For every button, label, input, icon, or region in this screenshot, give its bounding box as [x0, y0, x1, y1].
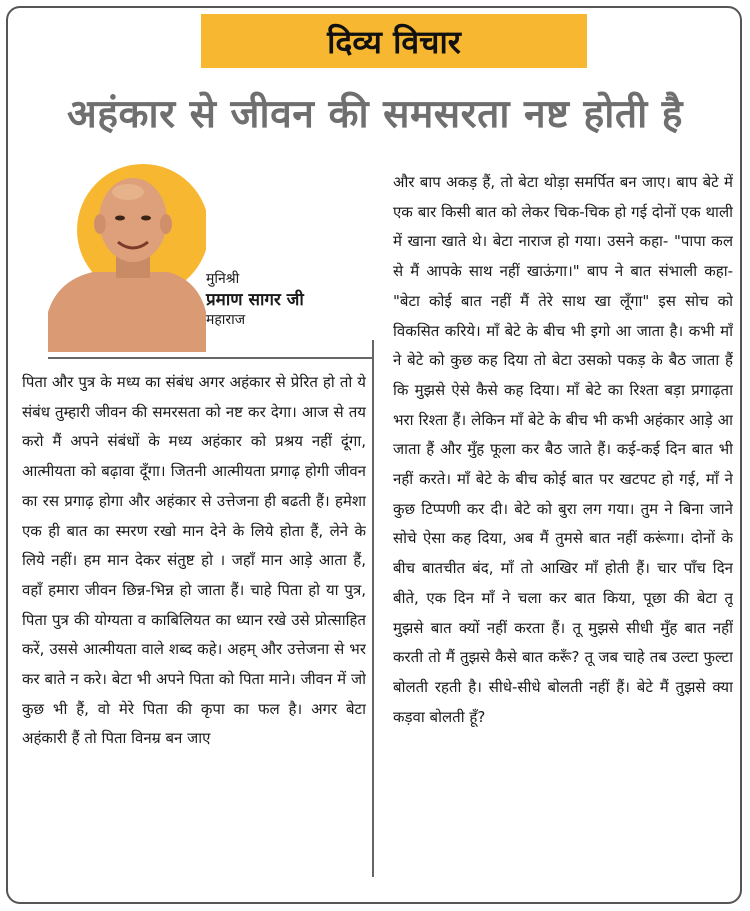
author-byline	[206, 270, 304, 330]
article-paragraph-left: पिता और पुत्र के मध्य का संबंध अगर अहंकार से प्रेरित हो तो ये संबंध तुम्हारी जीवन की समरसता को नष्ट कर देगा। आज से तय करो मैं अपने संबंधों के मध्य अहंकार को प्रश्रय नहीं दूंगा, आत्मीयता को बढ़ावा दूँगा। जितनी आत्मीयता प्रगाढ़ होगी जीवन का रस प्रगाढ़ होगा और अहंकार से उत्तेजना ही बढती हैं। हमेशा एक ही बात का स्मरण रखो मान देने के लिये होता हैं, लेने के लिये नहीं। हम मान देकर संतुष्ट हो । जहाँ मान आड़े आता हैं, वहाँ हमारा जीवन छिन्न-भिन्न हो जाता हैं। चाहे पिता हो या पुत्र, पिता पुत्र की योग्यता व काबिलियत का ध्यान रखे उसे प्रोत्साहित करें, उससे आत्मीयता वाले शब्द कहे। अहम् और उत्तेजना से भर कर बाते न करे। बेटा भी अपने पिता को पिता माने। जीवन में जो कुछ भी हैं, वो मेरे पिता की कृपा का फल है। अगर बेटा अहंकारी हैं तो पिता विनम्र बन जाए	[22, 373, 366, 748]
portrait-highlight	[112, 184, 144, 200]
article-column-right	[393, 168, 733, 888]
portrait-eye-right	[141, 216, 151, 221]
author-suffix: महाराज	[206, 312, 246, 328]
portrait-eye-left	[115, 216, 125, 221]
portrait-torso	[48, 272, 206, 352]
portrait-ear-left	[94, 214, 106, 234]
portrait-divider-horizontal	[48, 357, 374, 359]
article-headline: अहंकार से जीवन की समसरता नष्ट होती है	[67, 92, 683, 137]
author-name: प्रमाण सागर जी	[206, 290, 304, 310]
article-column-left	[22, 368, 366, 888]
portrait-ear-right	[160, 214, 172, 234]
author-prefix: मुनिश्री	[206, 271, 240, 287]
section-title: दिव्य विचार	[327, 22, 461, 61]
section-banner	[201, 14, 587, 68]
column-divider-vertical	[372, 340, 374, 877]
monk-portrait-image	[48, 162, 206, 352]
article-paragraph-right: और बाप अकड़ हैं, तो बेटा थोड़ा समर्पित बन जाए। बाप बेटे में एक बार किसी बात को लेकर चिक-चिक हो गई दोनों एक थाली में खाना खाते थे। बेटा नाराज हो गया। उसने कहा- "पापा कल से मैं आपके साथ नहीं खाऊंगा।" बाप ने बात संभाली कहा- "बेटा कोई बात नहीं मैं तेरे साथ खा लूँगा" इस सोच को विकसित करिये। माँ बेटे के बीच भी इगो आ जाता है। कभी माँ ने बेटे को कुछ कह दिया तो बेटा उसको पकड़ के बैठ जाता हैं कि मुझसे ऐसे कैसे कह दिया। माँ बेटे का रिश्ता बड़ा प्रगाढ़ता भरा रिश्ता हैं। लेकिन माँ बेटे के बीच भी कभी अहंकार आड़े आ जाता हैं और मुँह फूला कर बैठ जाते हैं। कई-कई दिन बात भी नहीं करते। माँ बेटे के बीच कोई बात पर खटपट हो गई, माँ ने कुछ टिप्पणी कर दी। बेटे को बुरा लग गया। तुम ने बिना जाने सोचे ऐसा कह दिया, अब मैं तुमसे बात नहीं करूंगा। दोनों के बीच बातचीत बंद, माँ तो आखिर माँ होती हैं। चार पाँच दिन बीते, एक दिन माँ ने चला कर बात किया, पूछा की बेटा तू मुझसे बात क्यों नहीं करता हैं। तू मुझसे सीधी मुँह बात नहीं करती तो मैं तुझसे कैसे बात करूँ? तू जब चाहे तब उल्टा फुल्टा बोलती रहती है। सीधे-सीधे बोलती नहीं हैं। बेटे मैं तुझसे क्या कड़वा बोलती हूँ?	[393, 173, 733, 726]
